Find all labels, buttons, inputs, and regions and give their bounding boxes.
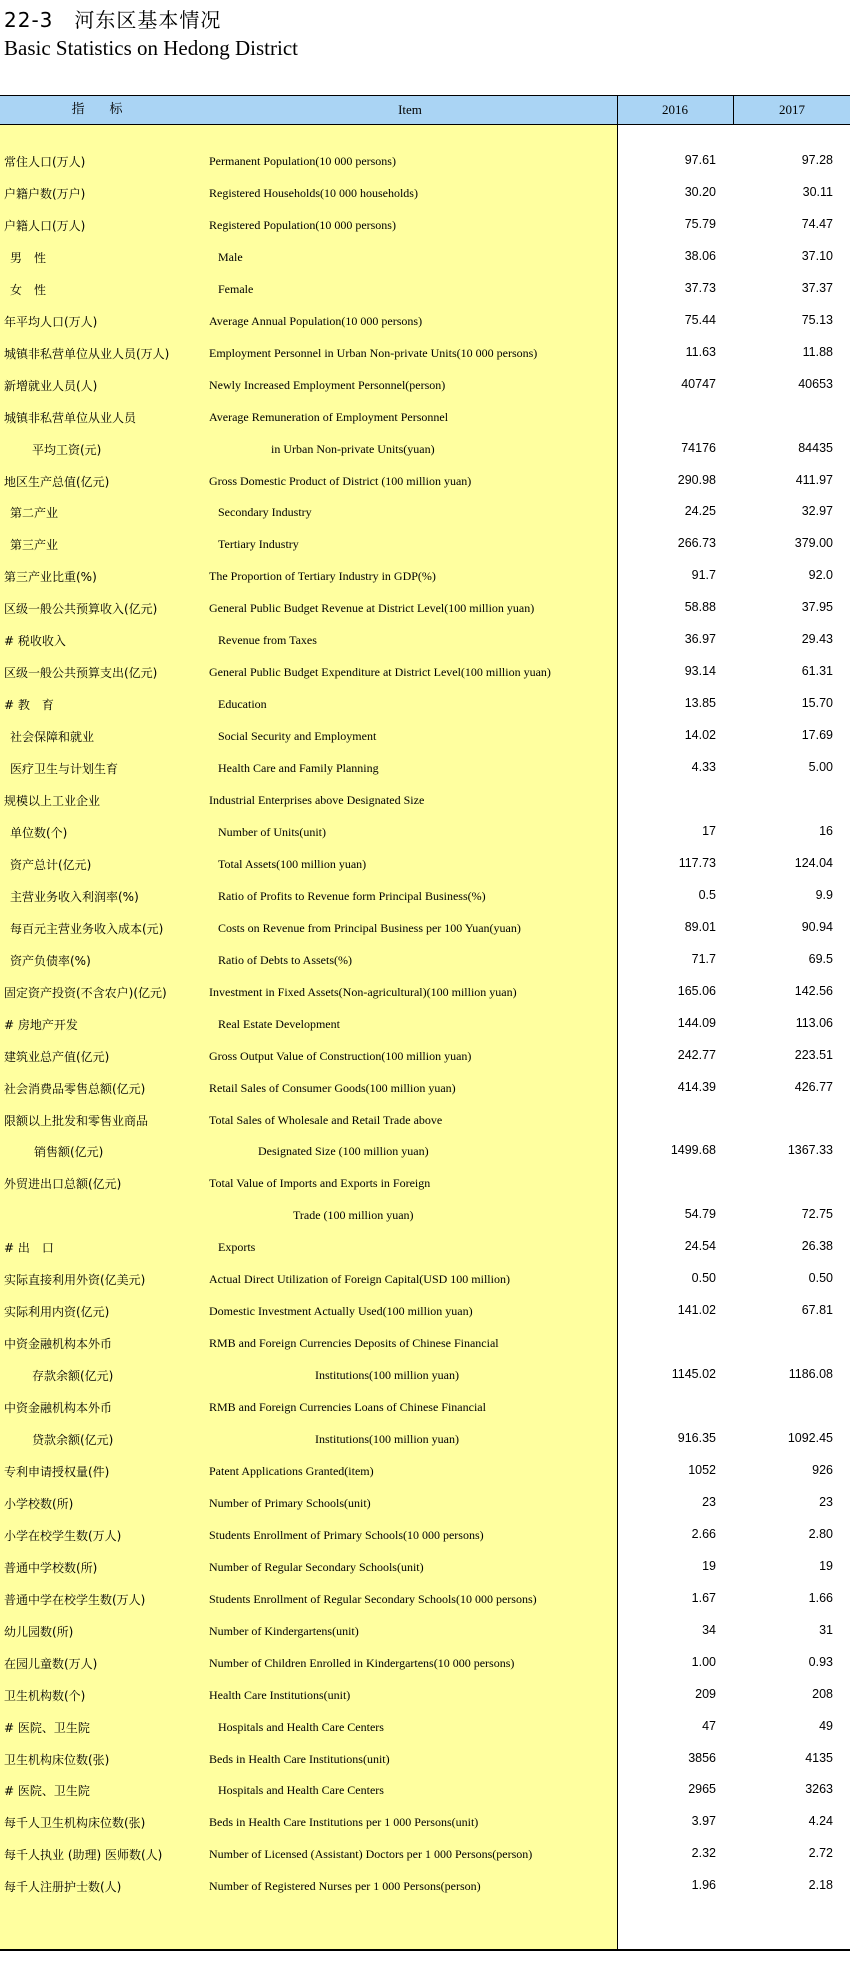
row-indicator-cn: 区级一般公共预算支出(亿元) [4,666,158,681]
row-indicator-cn: 第三产业比重(%) [4,570,97,585]
table-row [0,1806,850,1838]
row-indicator-cn: # 税收收入 [4,634,66,649]
table-row [0,337,850,369]
row-value-2016: 1.96 [691,1878,716,1893]
row-value-2016: 11.63 [685,344,716,359]
row-item-en: Hospitals and Health Care Centers [218,1719,384,1734]
row-item-en: Health Care Institutions(unit) [209,1687,351,1702]
row-value-2017: 5.00 [808,760,833,775]
row-value-2017: 26.38 [801,1239,833,1254]
row-value-2016: 266.73 [677,536,716,551]
row-indicator-cn: 幼儿园数(所) [4,1624,74,1639]
row-item-en: Beds in Health Care Institutions per 1 000 Persons(unit) [209,1815,479,1830]
row-indicator-cn: 建筑业总产值(亿元) [4,1049,110,1064]
table-row [0,1327,850,1359]
table-row [0,1359,850,1391]
row-indicator-cn: 城镇非私营单位从业人员(万人) [4,346,170,361]
row-value-2016: 916.35 [677,1431,716,1445]
table-row [0,1040,850,1072]
row-item-en: Total Sales of Wholesale and Retail Trade above [209,1112,443,1127]
row-item-en: Gross Output Value of Construction(100 million yuan) [209,1048,472,1063]
table-bottom-rule [0,1949,850,1951]
row-value-2016: 75.44 [684,312,716,327]
table-row [0,465,850,497]
row-indicator-cn: 资产负债率(%) [10,953,91,968]
row-item-en: Hospitals and Health Care Centers [218,1783,384,1798]
row-item-en: Revenue from Taxes [218,633,317,648]
statistics-table [0,95,850,1951]
row-item-en: General Public Budget Revenue at District Level(100 million yuan) [209,601,535,616]
row-item-en: Education [218,697,267,712]
row-value-2017: 9.9 [815,887,833,902]
table-row [0,1679,850,1711]
row-item-en: Investment in Fixed Assets(Non-agricultural)(100 million yuan) [209,984,517,999]
table-row [0,1774,850,1806]
row-indicator-cn: # 医院、卫生院 [4,1720,90,1735]
table-row [0,273,850,305]
table-row [0,1743,850,1775]
table-row [0,145,850,177]
row-value-2017: 379.00 [794,536,833,551]
row-indicator-cn: 常住人口(万人) [4,155,86,169]
row-value-2016: 74176 [681,440,716,455]
row-indicator-cn: 限额以上批发和零售业商品 [4,1113,149,1128]
row-value-2017: 926 [812,1462,833,1477]
row-item-en: Industrial Enterprises above Designated Size [209,793,425,807]
row-item-en: Trade (100 million yuan) [293,1208,414,1223]
row-value-2017: 69.5 [808,951,833,966]
row-indicator-cn: 医疗卫生与计划生育 [10,762,119,777]
row-indicator-cn: 城镇非私营单位从业人员 [4,410,137,425]
row-value-2017: 67.81 [801,1303,833,1318]
row-indicator-cn: 实际直接利用外资(亿美元) [4,1273,146,1288]
row-item-en: Students Enrollment of Primary Schools(10 000 persons) [209,1527,484,1542]
row-value-2017: 30.11 [802,184,833,199]
row-item-en: Students Enrollment of Regular Secondary Schools(10 000 persons) [209,1591,537,1606]
row-item-en: Number of Kindergartens(unit) [209,1623,359,1638]
table-row [0,1391,850,1423]
row-item-en: in Urban Non-private Units(yuan) [271,441,435,456]
table-row [0,1231,850,1263]
row-value-2016: 30.20 [684,184,716,199]
row-indicator-cn: 中资金融机构本外币 [4,1337,113,1352]
row-value-2016: 1.67 [691,1590,716,1605]
row-value-2016: 141.02 [677,1303,716,1318]
row-value-2016: 2965 [688,1782,716,1797]
row-indicator-cn: 第二产业 [10,506,59,521]
row-value-2017: 15.70 [801,696,833,711]
row-value-2016: 3.97 [691,1814,716,1829]
row-item-en: Patent Applications Granted(item) [209,1463,374,1478]
row-item-en: The Proportion of Tertiary Industry in GDP(%) [209,569,436,584]
row-value-2017: 17.69 [801,728,833,743]
table-row [0,1423,850,1455]
table-row [0,1487,850,1519]
row-value-2016: 34 [702,1622,716,1637]
row-indicator-cn: 每千人卫生机构床位数(张) [4,1816,146,1831]
row-value-2016: 4.33 [691,760,716,775]
row-item-en: Female [218,281,254,296]
row-item-en: Institutions(100 million yuan) [315,1432,459,1446]
row-item-en: Number of Registered Nurses per 1 000 Persons(person) [209,1879,481,1894]
row-value-2016: 71.7 [691,951,716,966]
row-item-en: Registered Households(10 000 households) [209,185,418,200]
row-indicator-cn: 单位数(个) [10,825,68,840]
row-value-2017: 208 [812,1686,833,1701]
table-row [0,369,850,401]
row-value-2016: 58.88 [684,600,716,615]
row-value-2016: 3856 [688,1750,716,1765]
row-item-en: Social Security and Employment [218,729,377,744]
row-item-en: Average Annual Population(10 000 persons) [209,313,423,328]
row-item-en: Number of Regular Secondary Schools(unit) [209,1559,424,1574]
table-row [0,656,850,688]
row-value-2016: 2.32 [691,1846,716,1861]
row-value-2016: 24.54 [684,1239,716,1254]
row-value-2017: 37.37 [801,280,833,295]
row-item-en: Ratio of Profits to Revenue form Principal Business(%) [218,888,486,903]
row-value-2016: 97.61 [684,153,716,167]
row-value-2017: 426.77 [794,1079,833,1094]
row-item-en: RMB and Foreign Currencies Deposits of Chinese Financial [209,1336,499,1351]
row-item-en: Exports [218,1240,256,1255]
row-value-2016: 24.25 [684,504,716,519]
row-indicator-cn: 卫生机构数(个) [4,1688,86,1703]
row-value-2017: 92.0 [808,568,833,583]
row-indicator-cn: 资产总计(亿元) [10,857,92,872]
table-row [0,528,850,560]
row-value-2017: 1092.45 [787,1431,833,1445]
row-value-2016: 0.5 [698,887,716,902]
row-indicator-cn: 每千人执业 (助理) 医师数(人) [4,1848,163,1863]
row-value-2017: 3263 [805,1782,833,1797]
table-row [0,1711,850,1743]
row-value-2017: 2.80 [808,1526,833,1541]
row-value-2017: 4135 [805,1750,833,1765]
row-indicator-cn: 户籍人口(万人) [4,218,86,233]
row-value-2016: 209 [695,1686,716,1701]
row-item-en: Ratio of Debts to Assets(%) [218,952,352,967]
table-row [0,1104,850,1136]
row-value-2017: 16 [819,823,833,838]
row-value-2016: 38.06 [684,248,716,263]
row-value-2017: 411.97 [795,472,833,487]
row-value-2017: 1.66 [808,1590,833,1605]
row-item-en: Newly Increased Employment Personnel(person) [209,377,446,392]
row-item-en: Designated Size (100 million yuan) [258,1144,429,1159]
row-item-en: RMB and Foreign Currencies Loans of Chinese Financial [209,1400,486,1415]
row-indicator-cn: # 医院、卫生院 [4,1784,90,1799]
table-row [0,241,850,273]
table-row [0,688,850,720]
row-value-2016: 47 [702,1718,716,1733]
row-indicator-cn: 普通中学在校学生数(万人) [4,1592,146,1607]
row-indicator-cn: 卫生机构床位数(张) [4,1752,110,1767]
row-value-2016: 1.00 [691,1654,716,1669]
row-item-en: Health Care and Family Planning [218,761,379,776]
row-indicator-cn: 社会消费品零售总额(亿元) [4,1081,146,1096]
row-item-en: Number of Primary Schools(unit) [209,1495,371,1510]
table-row [0,177,850,209]
row-indicator-cn: 男 性 [10,250,47,265]
row-value-2016: 19 [702,1558,716,1573]
row-item-en: Permanent Population(10 000 persons) [209,154,396,168]
row-value-2016: 1145.02 [671,1367,716,1382]
row-indicator-cn: 在园儿童数(万人) [4,1656,98,1671]
row-value-2016: 242.77 [677,1047,716,1062]
row-item-en: Actual Direct Utilization of Foreign Capital(USD 100 million) [209,1272,510,1287]
table-row [0,1519,850,1551]
row-indicator-cn: 小学校数(所) [4,1496,74,1511]
row-value-2017: 124.04 [794,855,833,870]
row-item-en: Number of Licensed (Assistant) Doctors per 1 000 Persons(person) [209,1847,533,1862]
row-value-2016: 1052 [688,1462,716,1477]
row-value-2017: 142.56 [794,983,833,998]
table-row [0,880,850,912]
table-row [0,209,850,241]
table-row [0,784,850,816]
table-row [0,1072,850,1104]
row-item-en: Real Estate Development [218,1016,340,1031]
row-indicator-cn: 规模以上工业企业 [4,794,101,808]
row-value-2017: 2.72 [808,1846,833,1861]
row-item-en: Total Value of Imports and Exports in Foreign [209,1176,431,1191]
table-row [0,1551,850,1583]
table-row [0,752,850,784]
column-header-2017: 2017 [779,102,805,117]
row-value-2016: 54.79 [684,1207,716,1222]
row-indicator-cn: 地区生产总值(亿元) [4,474,110,489]
table-row [0,1135,850,1167]
row-value-2016: 93.14 [684,664,716,679]
row-value-2017: 37.95 [801,600,833,615]
row-value-2016: 117.73 [678,855,716,870]
table-row [0,1295,850,1327]
row-value-2017: 32.97 [801,504,833,519]
row-value-2016: 23 [702,1494,716,1509]
row-value-2017: 90.94 [801,919,833,934]
row-value-2017: 75.13 [801,312,833,327]
row-indicator-cn: 平均工资(元) [32,442,102,457]
row-indicator-cn: 中资金融机构本外币 [4,1401,113,1416]
row-item-en: Tertiary Industry [218,537,299,552]
row-indicator-cn: 销售额(亿元) [34,1145,104,1160]
row-value-2016: 2.66 [691,1526,716,1541]
row-item-en: Retail Sales of Consumer Goods(100 million yuan) [209,1080,456,1095]
row-value-2017: 113.06 [795,1015,833,1030]
row-indicator-cn: 每千人注册护士数(人) [4,1880,122,1895]
table-row [0,1455,850,1487]
row-value-2017: 23 [819,1494,833,1509]
row-item-en: Costs on Revenue from Principal Business per 100 Yuan(yuan) [218,920,521,935]
table-row [0,624,850,656]
row-indicator-cn: 专利申请授权量(件) [4,1464,110,1479]
table-row [0,496,850,528]
row-indicator-cn: 小学在校学生数(万人) [4,1528,122,1543]
row-value-2017: 11.88 [802,344,833,359]
row-value-2016: 75.79 [684,216,716,231]
row-value-2016: 0.50 [691,1271,716,1286]
table-row [0,1583,850,1615]
row-value-2017: 40653 [798,376,833,391]
table-row [0,1647,850,1679]
row-value-2017: 1186.08 [788,1367,833,1382]
row-indicator-cn: 普通中学校数(所) [4,1560,98,1575]
row-value-2016: 165.06 [677,983,716,998]
row-value-2017: 0.50 [808,1271,833,1286]
row-value-2016: 14.02 [684,728,716,743]
row-item-en: Gross Domestic Product of District (100 million yuan) [209,473,472,488]
column-header-item: Item [398,102,422,117]
table-row [0,1167,850,1199]
table-row [0,1199,850,1231]
table-row [0,720,850,752]
table-row [0,1838,850,1870]
row-indicator-cn: 固定资产投资(不含农户)(亿元) [4,985,167,1000]
row-item-en: Secondary Industry [218,505,312,520]
table-row [0,401,850,433]
row-item-en: Beds in Health Care Institutions(unit) [209,1751,390,1766]
row-indicator-cn: # 教 育 [4,698,54,713]
row-item-en: Registered Population(10 000 persons) [209,217,396,232]
row-value-2016: 290.98 [677,472,716,487]
row-item-en: Male [218,249,243,264]
row-value-2017: 1367.33 [787,1143,833,1158]
row-indicator-cn: 每百元主营业务收入成本(元) [10,921,164,936]
row-value-2016: 36.97 [684,632,716,647]
row-value-2017: 31 [819,1622,833,1637]
page-title-english: Basic Statistics on Hedong District [4,36,298,60]
table-row [0,305,850,337]
row-indicator-cn: 社会保障和就业 [10,730,95,745]
row-value-2017: 19 [819,1558,833,1573]
column-header-indicator: 指 标 [71,102,129,117]
row-item-en: Number of Units(unit) [218,824,326,839]
row-value-2017: 2.18 [808,1878,833,1893]
row-value-2016: 37.73 [684,280,716,295]
row-indicator-cn: # 出 口 [4,1241,54,1256]
row-item-en: Employment Personnel in Urban Non-private Units(10 000 persons) [209,345,538,360]
row-indicator-cn: 贷款余额(亿元) [32,1433,114,1447]
row-value-2016: 1499.68 [670,1143,716,1158]
row-value-2017: 49 [819,1718,833,1733]
row-value-2016: 40747 [681,376,716,391]
row-value-2016: 17 [702,823,716,838]
row-item-en: Number of Children Enrolled in Kindergartens(10 000 persons) [209,1655,515,1670]
table-row [0,1615,850,1647]
row-value-2016: 144.09 [677,1015,716,1030]
table-row [0,976,850,1008]
row-value-2017: 74.47 [801,216,833,231]
row-indicator-cn: 第三产业 [10,538,59,553]
row-indicator-cn: 存款余额(亿元) [32,1369,114,1384]
row-value-2017: 4.24 [808,1814,833,1829]
table-row [0,560,850,592]
row-value-2017: 223.51 [794,1047,833,1062]
row-item-en: Total Assets(100 million yuan) [218,856,367,871]
table-header [0,95,850,125]
row-indicator-cn: 户籍户数(万户) [4,186,86,201]
table-row [0,1263,850,1295]
row-value-2017: 72.75 [801,1207,833,1222]
row-indicator-cn: 年平均人口(万人) [4,314,98,329]
row-item-en: General Public Budget Expenditure at District Level(100 million yuan) [209,665,551,680]
row-value-2016: 414.39 [677,1079,716,1094]
row-indicator-cn: 实际利用内资(亿元) [4,1305,110,1320]
table-row [0,433,850,465]
row-value-2016: 89.01 [684,919,716,934]
row-value-2017: 61.31 [801,664,833,679]
row-indicator-cn: 区级一般公共预算收入(亿元) [4,602,158,617]
table-row [0,592,850,624]
table-row [0,944,850,976]
row-value-2017: 29.43 [801,632,833,647]
row-item-en: Average Remuneration of Employment Personnel [209,409,449,424]
row-value-2016: 13.85 [684,696,716,711]
row-indicator-cn: 外贸进出口总额(亿元) [4,1177,122,1192]
column-header-2016: 2016 [662,102,688,117]
row-value-2017: 0.93 [808,1654,833,1669]
table-row [0,912,850,944]
table-row [0,816,850,848]
table-row [0,848,850,880]
row-indicator-cn: 新增就业人员(人) [4,378,98,393]
row-indicator-cn: 女 性 [10,282,47,297]
row-value-2017: 84435 [798,440,833,455]
row-value-2017: 37.10 [801,248,833,263]
row-item-en: Institutions(100 million yuan) [315,1368,459,1383]
row-value-2017: 97.28 [801,153,833,167]
header-column-divider [733,95,734,125]
row-value-2016: 91.7 [691,568,716,583]
row-indicator-cn: # 房地产开发 [4,1017,78,1032]
table-row [0,1870,850,1902]
row-indicator-cn: 主营业务收入利润率(%) [10,889,139,904]
page-title-chinese: 22-3 河东区基本情况 [4,8,222,32]
table-row [0,1008,850,1040]
row-item-en: Domestic Investment Actually Used(100 million yuan) [209,1304,473,1319]
